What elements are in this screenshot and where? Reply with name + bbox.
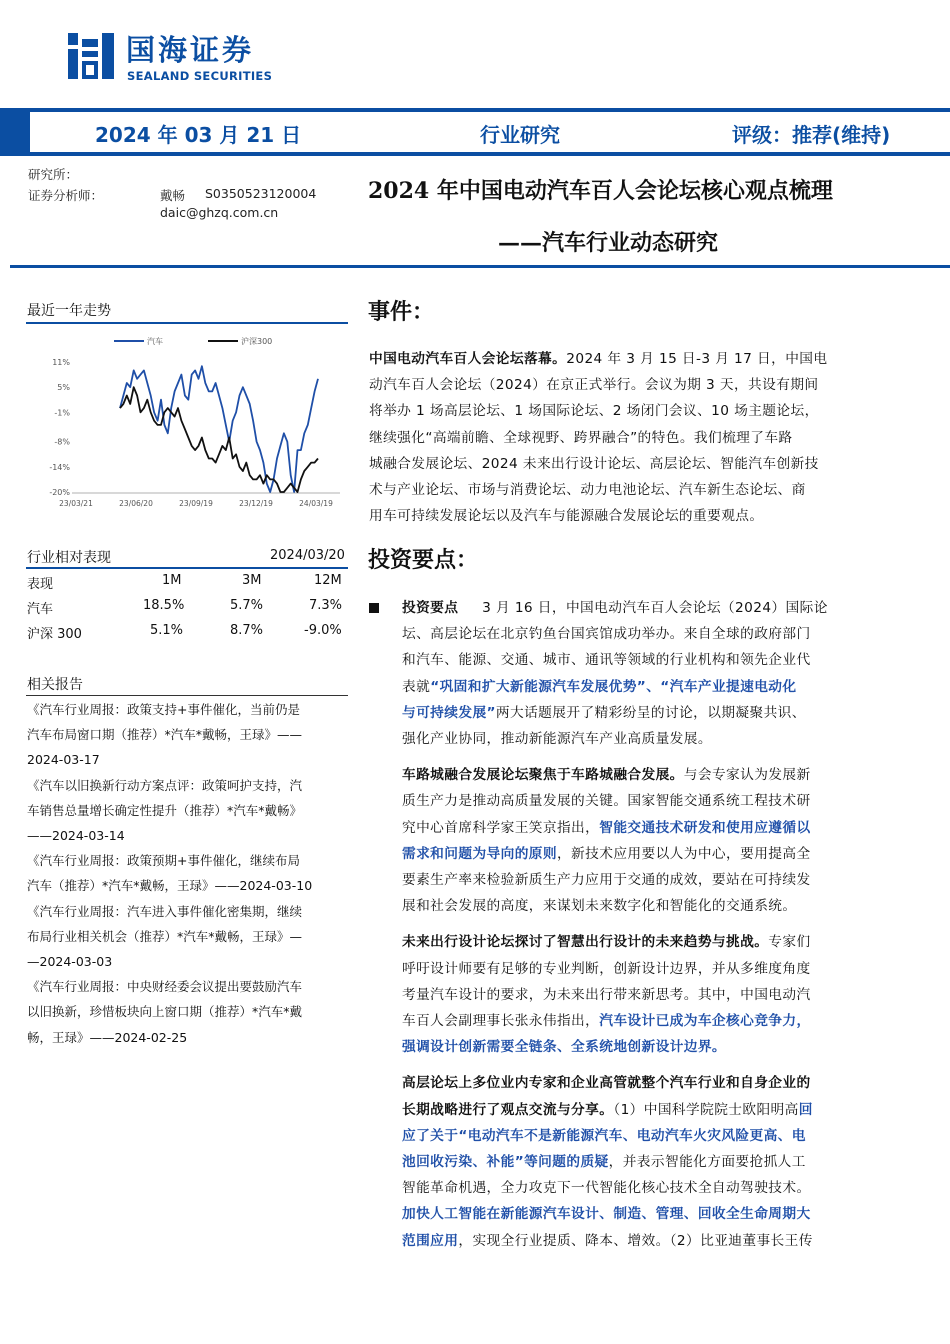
perf-row-value: 7.3% xyxy=(309,598,343,613)
series-line-hs300 xyxy=(120,387,318,492)
related-report-line[interactable]: —2024-03-03 xyxy=(27,954,113,970)
y-tick-label: 11% xyxy=(52,358,70,367)
invest-text: 究中心首席科学家王笑京指出， xyxy=(402,819,600,836)
invest-text: 质生产力是推动高质量发展的关键。国家智能交通系统工程技术研 xyxy=(402,793,811,810)
related-report-line[interactable]: ——2024-03-14 xyxy=(27,828,125,844)
analyst-cert: S0350523120004 xyxy=(205,186,317,201)
logo-english-name: SEALAND SECURITIES xyxy=(127,69,273,83)
performance-heading: 行业相对表现 xyxy=(27,550,111,566)
invest-lead: 长期战略进行了观点交流与分享。 xyxy=(402,1101,614,1118)
event-line: 将举办 1 场高层论坛、1 场国际论坛、2 场闭门会议、10 场主题论坛， xyxy=(369,403,819,420)
invest-text: 要素生产率来检验新质生产力应用于交通的成效，要站在可持续发 xyxy=(402,872,811,889)
x-tick-label: 23/12/19 xyxy=(239,499,273,508)
perf-row-value: 8.7% xyxy=(230,623,264,638)
invest-highlight: 需求和问题为导向的原则 xyxy=(402,845,557,862)
perf-row-value: 18.5% xyxy=(143,598,185,613)
invest-lead: 未来出行设计论坛探讨了智慧出行设计的未来趋势与挑战。 xyxy=(402,934,769,951)
y-tick-label: -1% xyxy=(54,408,70,418)
invest-text: 表就 xyxy=(402,678,431,695)
related-report-line[interactable]: 《汽车行业周报：汽车进入事件催化密集期，继续 xyxy=(27,903,303,919)
invest-highlight: 应了关于“电动汽车不是新能源汽车、电动汽车火灾风险更高、电 xyxy=(402,1127,806,1144)
y-tick-label: 5% xyxy=(57,383,70,393)
legend-label-hs300: 沪深300 xyxy=(241,337,273,346)
x-tick-label: 23/09/19 xyxy=(179,499,213,508)
related-report-line[interactable]: 畅，王琭》——2024-02-25 xyxy=(27,1029,188,1045)
analyst-label: 证券分析师： xyxy=(28,188,104,203)
y-tick-label: -8% xyxy=(54,437,70,447)
invest-bullet-label: 投资要点 xyxy=(402,600,459,616)
invest-highlight: 与可持续发展” xyxy=(402,704,496,721)
invest-text: ，实现全行业提质、降本、增效。（2）比亚迪董事长王传 xyxy=(458,1232,813,1249)
related-report-line[interactable]: 2024-03-17 xyxy=(27,752,100,768)
invest-text: 3 月 16 日，中国电动汽车百人会论坛（2024）国际论 xyxy=(482,600,828,616)
invest-lead: 高层论坛上多位业内专家和企业高管就整个汽车行业和自身企业的 xyxy=(402,1075,811,1092)
invest-highlight: 加快人工智能在新能源汽车设计、制造、管理、回收全生命周期大 xyxy=(402,1206,811,1223)
perf-row-name: 汽车 xyxy=(27,602,54,617)
event-paragraph xyxy=(369,346,929,529)
company-logo-icon xyxy=(66,33,118,83)
perf-row-name: 沪深 300 xyxy=(27,627,82,642)
perf-col-12m: 12M xyxy=(314,573,342,588)
related-report-line[interactable]: 《汽车行业周报：中央财经委会议提出要鼓励汽车 xyxy=(27,979,303,995)
title-divider xyxy=(10,265,950,268)
invest-text: 与会专家认为发展新 xyxy=(683,767,811,784)
perf-row-value: 5.1% xyxy=(150,623,184,638)
logo-chinese-name: 国海证券 xyxy=(126,33,255,67)
trend-divider xyxy=(26,322,348,324)
report-rating: 评级：推荐(维持) xyxy=(732,123,891,147)
invest-text: 强化产业协同，推动新能源汽车产业高质量发展。 xyxy=(402,731,712,748)
related-report-line[interactable]: 布局行业相关机会（推荐）*汽车*戴畅，王琭》— xyxy=(27,928,303,944)
report-date: 2024 年 03 月 21 日 xyxy=(95,123,302,147)
performance-divider xyxy=(26,567,348,569)
invest-highlight: 回 xyxy=(798,1101,813,1118)
event-text: 2024 年 3 月 15 日-3 月 17 日，中国电 xyxy=(566,351,828,367)
related-report-line[interactable]: 《汽车行业周报：政策预期+事件催化，继续布局 xyxy=(27,853,300,869)
invest-highlight: “巩固和扩大新能源汽车发展优势”、“汽车产业提速电动化 xyxy=(430,678,797,695)
event-line: 继续强化“高端前瞻、全球视野、跨界融合”的特色。我们梳理了车路 xyxy=(369,429,793,446)
invest-text: 专家们 xyxy=(768,934,811,951)
series-line-auto xyxy=(120,366,318,492)
invest-highlight: 强调设计创新需要全链条、全系统地创新设计边界。 xyxy=(402,1039,727,1056)
related-report-line[interactable]: 《汽车行业周报：政策支持+事件催化，当前仍是 xyxy=(27,702,300,717)
event-line: 城融合发展论坛、2024 未来出行设计论坛、高层论坛、智能汽车创新技 xyxy=(369,455,819,472)
report-title: 2024 年中国电动汽车百人会论坛核心观点梳理 xyxy=(368,178,833,204)
legend-label-auto: 汽车 xyxy=(147,337,163,346)
invest-body xyxy=(402,595,942,1254)
invest-text: 呼吁设计师要有足够的专业判断，创新设计边界，并从多维度角度 xyxy=(402,960,811,977)
invest-text: 考量汽车设计的要求，为未来出行带来新思考。其中，中国电动汽 xyxy=(402,986,811,1003)
x-tick-label: 23/03/21 xyxy=(59,499,93,508)
analyst-email[interactable]: daic@ghzq.com.cn xyxy=(160,205,279,220)
invest-text: ，新技术应用要以人为中心，要用提高全 xyxy=(556,845,811,862)
invest-heading: 投资要点： xyxy=(368,547,479,573)
invest-text: 两大话题展开了精彩纷呈的讨论，以期凝聚共识、 xyxy=(495,704,806,721)
perf-col-label: 表现 xyxy=(27,577,54,592)
related-report-list xyxy=(27,697,349,1050)
invest-text: 智能革命机遇，全力攻克下一代智能化核心技术全自动驾驶技术。 xyxy=(402,1180,811,1197)
invest-text: 坛、高层论坛在北京钓鱼台国宾馆成功举办。来自全球的政府部门 xyxy=(402,626,811,643)
event-line: 用车可持续发展论坛以及汽车与能源融合发展论坛的重要观点。 xyxy=(369,508,764,525)
y-tick-label: -20% xyxy=(49,488,70,497)
related-report-line[interactable]: 汽车（推荐）*汽车*戴畅，王琭》——2024-03-10 xyxy=(27,878,313,894)
event-line: 术与产业论坛、市场与消费论坛、动力电池论坛、汽车新生态论坛、商 xyxy=(369,482,806,499)
invest-highlight: 智能交通技术研发和使用应遵循以 xyxy=(599,819,811,836)
perf-col-1m: 1M xyxy=(162,573,182,588)
trend-chart xyxy=(28,330,346,510)
analyst-name: 戴畅 xyxy=(160,188,186,203)
performance-date: 2024/03/20 xyxy=(270,548,345,563)
invest-highlight: 汽车设计已成为车企核心竞争力， xyxy=(599,1013,811,1030)
event-lead: 中国电动汽车百人会论坛落幕。 xyxy=(369,351,567,367)
invest-text: 展和社会发展的高度，来谋划未来数字化和智能化的交通系统。 xyxy=(402,898,797,915)
y-tick-label: -14% xyxy=(49,462,70,472)
chart-legend xyxy=(114,336,272,346)
perf-row-value: 5.7% xyxy=(230,598,264,613)
institute-label: 研究所： xyxy=(28,167,79,182)
report-type: 行业研究 xyxy=(480,123,560,147)
related-report-line[interactable]: 汽车布局窗口期（推荐）*汽车*戴畅，王琭》—— xyxy=(27,727,303,743)
bullet-square-icon xyxy=(369,603,379,613)
related-report-line[interactable]: 以旧换新，珍惜板块向上窗口期（推荐）*汽车*戴 xyxy=(27,1004,303,1020)
x-tick-label: 24/03/19 xyxy=(299,499,333,508)
invest-text: 车百人会副理事长张永伟指出， xyxy=(402,1013,600,1030)
invest-text: 和汽车、能源、交通、城市、通讯等领域的行业机构和领先企业代 xyxy=(402,652,811,669)
trend-heading: 最近一年走势 xyxy=(27,303,111,319)
perf-col-3m: 3M xyxy=(242,573,262,588)
event-line: 动汽车百人会论坛（2024）在京正式举行。会议为期 3 天，共设有期间 xyxy=(369,377,819,394)
invest-highlight: 池回收污染、补能”等问题的质疑 xyxy=(402,1154,609,1171)
related-heading: 相关报告 xyxy=(27,677,83,693)
related-divider xyxy=(26,695,348,696)
x-tick-label: 23/06/20 xyxy=(119,499,153,508)
related-report-line[interactable]: 车销售总量增长确定性提升（推荐）*汽车*戴畅》 xyxy=(27,802,303,818)
invest-lead: 车路城融合发展论坛聚焦于车路城融合发展。 xyxy=(402,767,684,784)
perf-row-value: -9.0% xyxy=(304,623,342,638)
invest-text: ，并表示智能化方面要抢抓人工 xyxy=(608,1154,806,1171)
invest-text: （1）中国科学院院士欧阳明高 xyxy=(613,1101,799,1118)
report-subtitle: ——汽车行业动态研究 xyxy=(498,230,719,256)
event-heading: 事件： xyxy=(368,299,435,325)
related-report-line[interactable]: 《汽车以旧换新行动方案点评：政策呵护支持，汽 xyxy=(27,777,303,793)
invest-highlight: 范围应用 xyxy=(402,1232,459,1249)
